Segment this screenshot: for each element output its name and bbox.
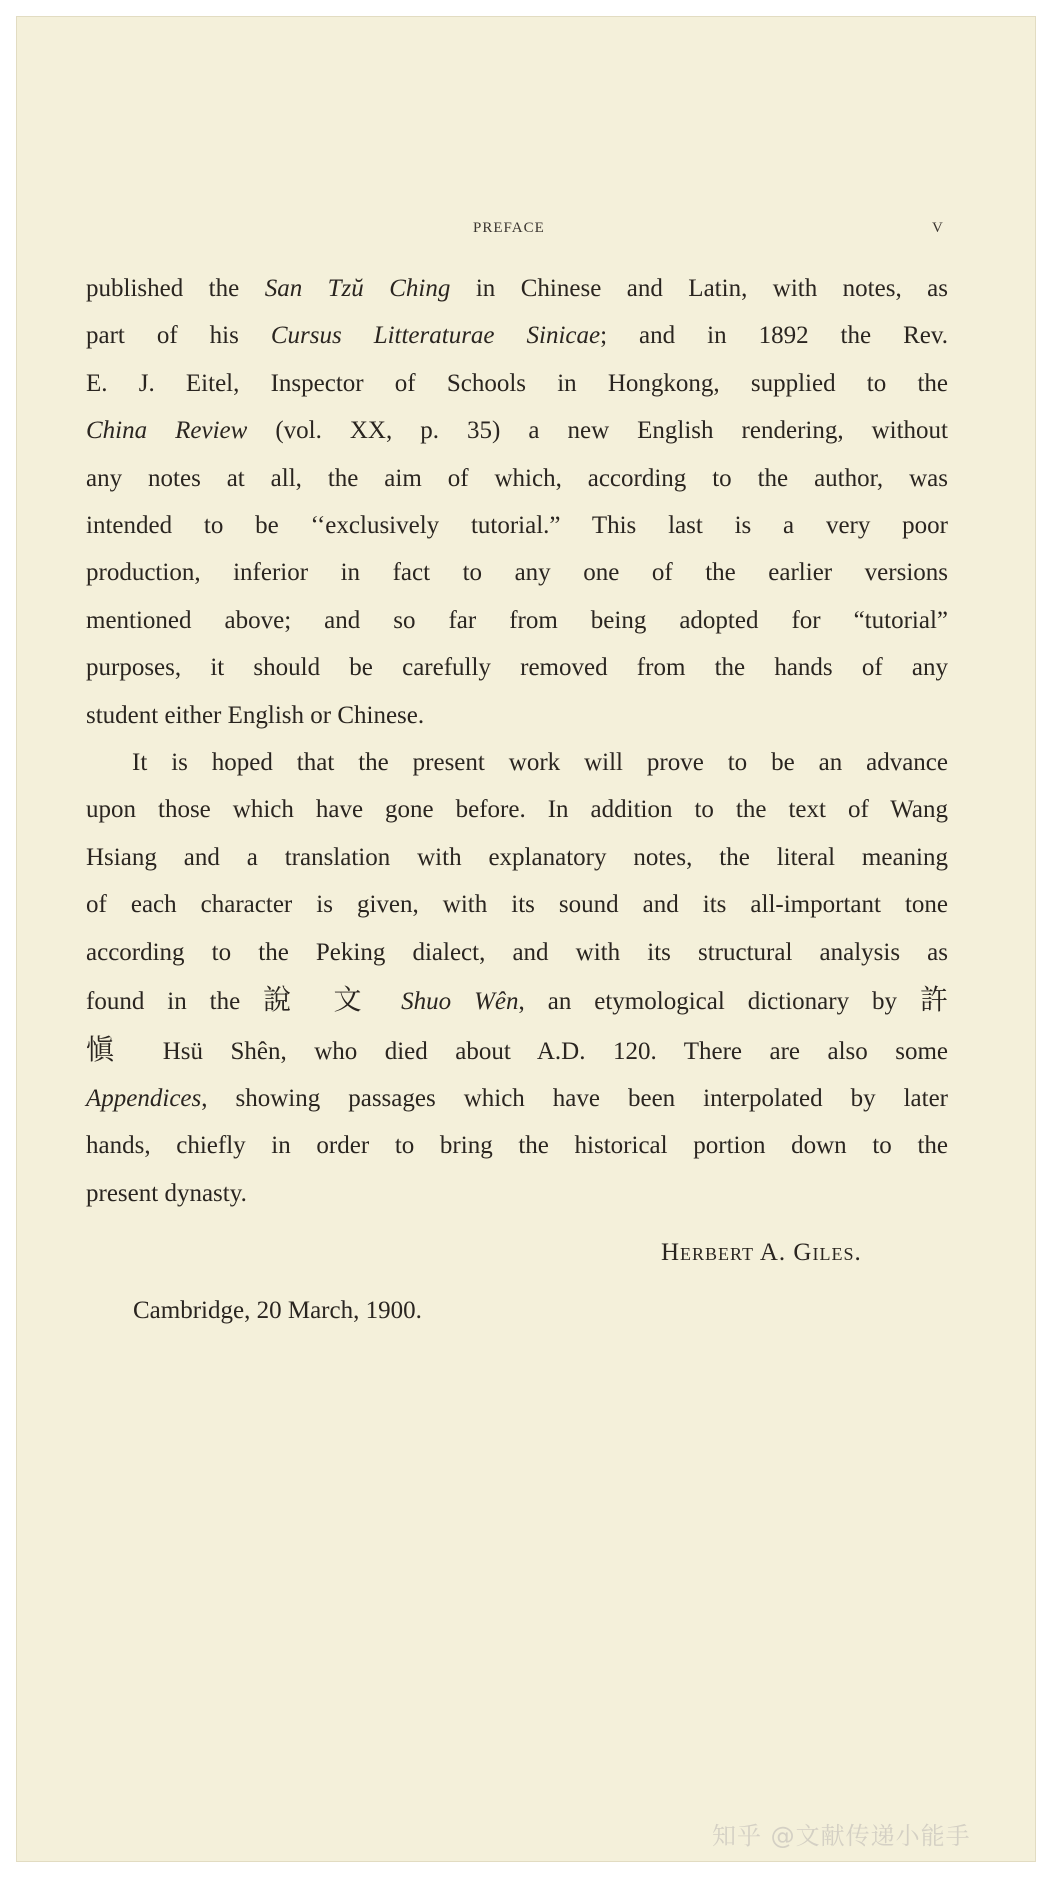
text-line: 愼 Hsü Shên, who died about A.D. 120. There are also some — [86, 1032, 948, 1066]
text-line: intended to be ‘‘exclusively tutorial.” This last is a very poor — [86, 512, 948, 540]
text-line: Appendices, showing passages which have been interpolated by later — [86, 1084, 948, 1112]
section-title: Appendices — [86, 1084, 202, 1112]
text-line: hands, chiefly in order to bring the historical portion down to the — [86, 1132, 948, 1160]
journal-title: China Review — [86, 417, 248, 445]
chinese-characters: 說 文 — [263, 983, 379, 1017]
text-line: Hsiang and a translation with explanatory notes, the literal meaning — [86, 843, 948, 871]
book-title: Shuo Wên — [401, 988, 519, 1016]
text-line: found in the 說 文 Shuo Wên, an etymological dictionary by 許 — [86, 983, 949, 1017]
text-line: production, inferior in fact to any one of the earlier versions — [86, 559, 948, 587]
header-title: PREFACE — [473, 220, 545, 236]
text-line: student either English or Chinese. — [86, 701, 425, 729]
text-line: mentioned above; and so far from being adopted for “tutorial” — [86, 606, 948, 634]
chinese-character: 愼 — [86, 1032, 136, 1066]
text-line: China Review (vol. XX, p. 35) a new English rendering, without — [86, 417, 948, 445]
page — [16, 16, 1036, 1862]
watermark: 知乎 @文献传递小能手 — [712, 1822, 971, 1850]
book-title: Cursus Litteraturae Sinicae — [270, 322, 601, 350]
place-and-date: Cambridge, 20 March, 1900. — [133, 1297, 422, 1324]
book-title: San Tzŭ Ching — [264, 275, 451, 302]
text-line: E. J. Eitel, Inspector of Schools in Hongkong, supplied to the — [86, 369, 948, 397]
page-number: V — [932, 220, 944, 236]
preface-body — [86, 265, 948, 1217]
text-line: part of his Cursus Litteraturae Sinicae; and in 1892 the Rev. — [86, 322, 948, 350]
text-line: purposes, it should be carefully removed from the hands of any — [86, 654, 948, 682]
text-line: according to the Peking dialect, and with its structural analysis as — [86, 938, 948, 966]
text-line: It is hoped that the present work will prove to be an advance — [132, 749, 948, 777]
text-line: any notes at all, the aim of which, according to the author, was — [86, 464, 948, 492]
author-signature: Herbert A. Giles. — [661, 1239, 862, 1266]
text-line: present dynasty. — [86, 1179, 247, 1207]
text-line: upon those which have gone before. In addition to the text of Wang — [86, 796, 948, 824]
chinese-character: 許 — [920, 983, 949, 1017]
text-line: of each character is given, with its sound and its all-important tone — [86, 891, 948, 919]
text-line: published the San Tzŭ Ching in Chinese and Latin, with notes, as — [86, 275, 948, 302]
